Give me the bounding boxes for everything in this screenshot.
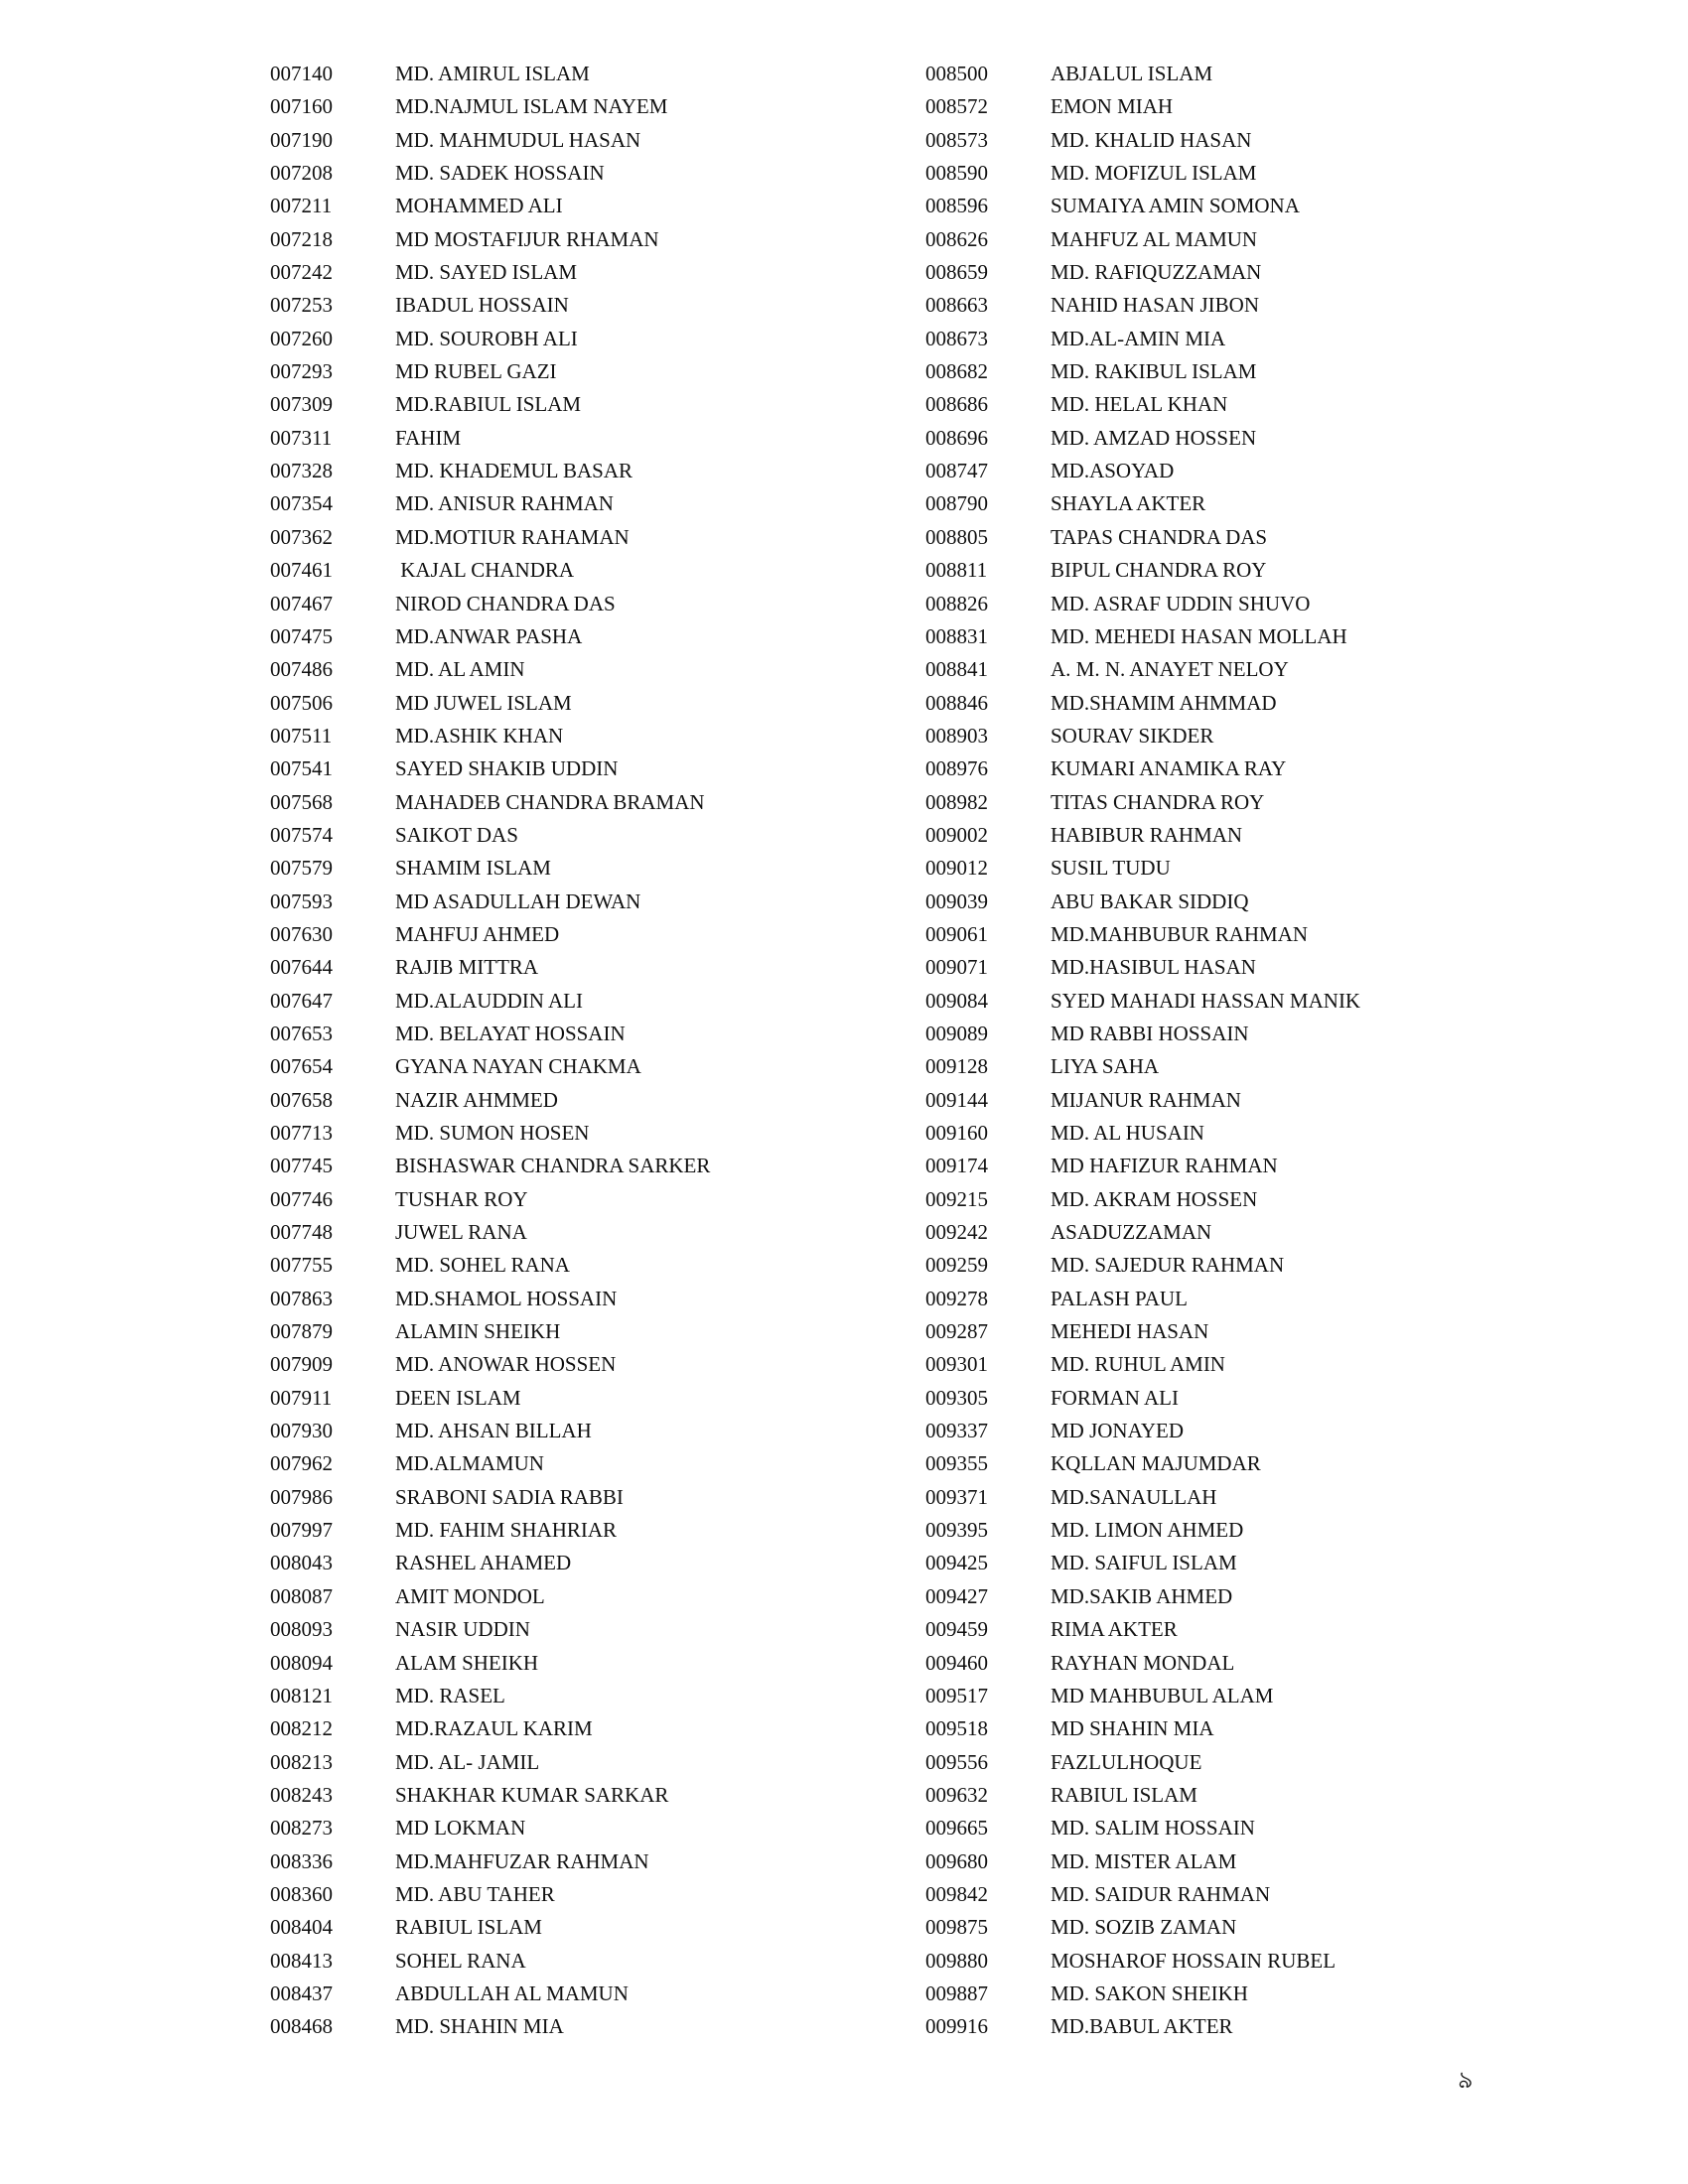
candidate-name: MIJANUR RAHMAN [1051, 1087, 1241, 1112]
roll-number: 008500 [925, 62, 988, 85]
roll-number: 008659 [925, 260, 988, 285]
candidate-name: FORMAN ALI [1051, 1385, 1179, 1410]
roll-number: 007568 [270, 789, 333, 814]
roll-number: 008572 [925, 94, 988, 119]
candidate-name: MD.SHAMIM AHMMAD [1051, 690, 1277, 715]
roll-number: 007755 [270, 1253, 333, 1278]
roll-number: 008903 [925, 723, 988, 748]
roll-number: 007644 [270, 955, 333, 980]
candidate-name: MD RUBEL GAZI [395, 359, 557, 384]
candidate-name: TITAS CHANDRA ROY [1051, 789, 1265, 814]
roll-number: 007211 [270, 194, 333, 218]
roll-number: 009259 [925, 1253, 988, 1278]
candidate-name: SOURAV SIKDER [1051, 723, 1214, 748]
roll-number: 007647 [270, 988, 333, 1013]
candidate-name: ABJALUL ISLAM [1051, 62, 1213, 85]
candidate-name: MD. RUHUL AMIN [1051, 1352, 1225, 1377]
roll-number: 009278 [925, 1286, 988, 1310]
roll-number: 007713 [270, 1121, 333, 1145]
roll-number: 007242 [270, 260, 333, 285]
roll-number: 008413 [270, 1948, 333, 1973]
roll-number: 007863 [270, 1286, 333, 1310]
candidate-name: MD. SOUROBH ALI [395, 326, 578, 350]
roll-number: 007253 [270, 293, 333, 318]
candidate-name: MD. RAKIBUL ISLAM [1051, 359, 1257, 384]
roll-number: 009887 [925, 1980, 988, 2005]
candidate-name: MD.ASHIK KHAN [395, 723, 564, 748]
roll-number: 008093 [270, 1617, 333, 1642]
roll-number: 007354 [270, 491, 333, 516]
candidate-name: MD. ABU TAHER [395, 1881, 555, 1906]
roll-number: 007658 [270, 1087, 333, 1112]
candidate-name: ASADUZZAMAN [1051, 1220, 1212, 1245]
roll-number: 007260 [270, 326, 333, 350]
candidate-name: PALASH PAUL [1051, 1286, 1188, 1310]
roll-number: 009160 [925, 1121, 988, 1145]
candidate-name: MD.MOTIUR RAHAMAN [395, 524, 630, 549]
candidate-name: MD JUWEL ISLAM [395, 690, 572, 715]
candidate-name: MD. MISTER ALAM [1051, 1848, 1237, 1873]
candidate-name: ABDULLAH AL MAMUN [395, 1980, 629, 2005]
roll-number: 008212 [270, 1716, 333, 1741]
roll-number: 007879 [270, 1319, 333, 1344]
candidate-name: RIMA AKTER [1051, 1617, 1178, 1642]
candidate-name: MD. ANOWAR HOSSEN [395, 1352, 617, 1377]
roll-number: 008360 [270, 1881, 333, 1906]
candidate-name: SUSIL TUDU [1051, 856, 1171, 881]
candidate-name: MD MOSTAFIJUR RHAMAN [395, 226, 659, 251]
candidate-name: MD. AL AMIN [395, 657, 525, 682]
roll-number: 009427 [925, 1583, 988, 1608]
candidate-name: A. M. N. ANAYET NELOY [1051, 657, 1289, 682]
roll-number: 007997 [270, 1518, 333, 1543]
candidate-name: JUWEL RANA [395, 1220, 527, 1245]
candidate-name: EMON MIAH [1051, 94, 1174, 119]
roll-number: 009012 [925, 856, 988, 881]
candidate-name: DEEN ISLAM [395, 1385, 521, 1410]
roll-number: 007160 [270, 94, 333, 119]
candidate-name: NASIR UDDIN [395, 1617, 530, 1642]
candidate-name: MD.SANAULLAH [1051, 1484, 1217, 1509]
roll-number: 009425 [925, 1551, 988, 1575]
roll-number: 008696 [925, 425, 988, 450]
roll-number: 009242 [925, 1220, 988, 1245]
roll-number: 009842 [925, 1881, 988, 1906]
roll-number: 009144 [925, 1087, 988, 1112]
candidate-name: MD.RABIUL ISLAM [395, 392, 582, 417]
roll-number: 007190 [270, 127, 333, 152]
candidate-name: MD. BELAYAT HOSSAIN [395, 1021, 626, 1045]
candidate-name: MD JONAYED [1051, 1419, 1184, 1443]
candidate-name: MD.ALMAMUN [395, 1451, 544, 1476]
candidate-name: SYED MAHADI HASSAN MANIK [1051, 988, 1361, 1013]
roll-number: 008811 [925, 558, 988, 583]
candidate-name: MD.AL-AMIN MIA [1051, 326, 1226, 350]
candidate-name: MD. LIMON AHMED [1051, 1518, 1244, 1543]
roll-number: 008087 [270, 1583, 333, 1608]
candidate-name: MD.BABUL AKTER [1051, 2014, 1233, 2039]
roll-number: 007475 [270, 623, 333, 648]
roll-number: 009665 [925, 1816, 988, 1841]
roll-number: 008976 [925, 756, 988, 781]
candidate-name: MD.ALAUDDIN ALI [395, 988, 583, 1013]
roll-number: 009355 [925, 1451, 988, 1476]
candidate-name: MD.RAZAUL KARIM [395, 1716, 593, 1741]
candidate-name: RABIUL ISLAM [1051, 1782, 1197, 1807]
candidate-name: MD. SOZIB ZAMAN [1051, 1915, 1237, 1940]
candidate-name: AMIT MONDOL [395, 1583, 545, 1608]
roll-number: 009002 [925, 822, 988, 847]
roll-number: 007311 [270, 425, 333, 450]
candidate-name: RAYHAN MONDAL [1051, 1650, 1235, 1675]
roll-number: 007574 [270, 822, 333, 847]
roll-number: 007593 [270, 888, 333, 913]
candidate-name: MD. MOFIZUL ISLAM [1051, 161, 1257, 186]
candidate-name: FAZLULHOQUE [1051, 1749, 1202, 1774]
roll-number: 007911 [270, 1385, 333, 1410]
candidate-name: MEHEDI HASAN [1051, 1319, 1209, 1344]
candidate-name: IBADUL HOSSAIN [395, 293, 569, 318]
candidate-name: MAHFUZ AL MAMUN [1051, 226, 1258, 251]
candidate-name: SHAKHAR KUMAR SARKAR [395, 1782, 669, 1807]
roll-number: 007328 [270, 459, 333, 483]
candidate-name: SAYED SHAKIB UDDIN [395, 756, 619, 781]
roll-number: 007293 [270, 359, 333, 384]
roll-number: 009371 [925, 1484, 988, 1509]
candidate-name: MD.MAHBUBUR RAHMAN [1051, 921, 1309, 946]
roll-number: 008982 [925, 789, 988, 814]
candidate-name: MD. RASEL [395, 1683, 505, 1707]
candidate-name: MD. SAJEDUR RAHMAN [1051, 1253, 1285, 1278]
roll-number: 009556 [925, 1749, 988, 1774]
roll-number: 009680 [925, 1848, 988, 1873]
candidate-name: MD. ANISUR RAHMAN [395, 491, 614, 516]
roll-number: 009084 [925, 988, 988, 1013]
candidate-name: MD.ANWAR PASHA [395, 623, 583, 648]
candidate-name: MOSHAROF HOSSAIN RUBEL [1051, 1948, 1336, 1973]
roll-number: 008747 [925, 459, 988, 483]
candidate-name: MD. MAHMUDUL HASAN [395, 127, 641, 152]
candidate-name: MD. AMIRUL ISLAM [395, 62, 590, 85]
candidate-name: MD.SHAMOL HOSSAIN [395, 1286, 618, 1310]
roll-number: 009301 [925, 1352, 988, 1377]
roll-number: 008826 [925, 591, 988, 615]
candidate-name: MD. SAYED ISLAM [395, 260, 578, 285]
roll-number: 007511 [270, 723, 333, 748]
roll-number: 009518 [925, 1716, 988, 1741]
candidate-name: MD. ASRAF UDDIN SHUVO [1051, 591, 1311, 615]
roll-number: 008686 [925, 392, 988, 417]
candidate-name: NAHID HASAN JIBON [1051, 293, 1259, 318]
candidate-name: MD. FAHIM SHAHRIAR [395, 1518, 618, 1543]
roll-number: 007653 [270, 1021, 333, 1045]
roll-number: 008094 [270, 1650, 333, 1675]
roll-number: 009395 [925, 1518, 988, 1543]
candidate-name: MD.ASOYAD [1051, 459, 1175, 483]
roll-number: 007208 [270, 161, 333, 186]
candidate-name: LIYA SAHA [1051, 1054, 1160, 1079]
roll-number: 007309 [270, 392, 333, 417]
roll-number: 007746 [270, 1186, 333, 1211]
roll-number: 008790 [925, 491, 988, 516]
roll-number: 008626 [925, 226, 988, 251]
roll-number: 008468 [270, 2014, 333, 2039]
roll-number: 009460 [925, 1650, 988, 1675]
roll-number: 009459 [925, 1617, 988, 1642]
roll-number: 007909 [270, 1352, 333, 1377]
candidate-name: MAHFUJ AHMED [395, 921, 560, 946]
roll-number: 007461 [270, 558, 333, 583]
roll-number: 008596 [925, 194, 988, 218]
candidate-name: MD. SOHEL RANA [395, 1253, 570, 1278]
roll-number: 007541 [270, 756, 333, 781]
candidate-name: TUSHAR ROY [395, 1186, 528, 1211]
candidate-name: RABIUL ISLAM [395, 1915, 542, 1940]
roll-number: 008243 [270, 1782, 333, 1807]
roll-number: 007930 [270, 1419, 333, 1443]
candidate-name: MD. AMZAD HOSSEN [1051, 425, 1257, 450]
roll-number: 009337 [925, 1419, 988, 1443]
candidate-name: SRABONI SADIA RABBI [395, 1484, 624, 1509]
roll-number: 009875 [925, 1915, 988, 1940]
candidate-name: HABIBUR RAHMAN [1051, 822, 1243, 847]
candidate-name: SHAMIM ISLAM [395, 856, 551, 881]
candidate-name: NIROD CHANDRA DAS [395, 591, 616, 615]
candidate-name: KQLLAN MAJUMDAR [1051, 1451, 1261, 1476]
candidate-name: MD. SADEK HOSSAIN [395, 161, 605, 186]
candidate-name: SUMAIYA AMIN SOMONA [1051, 194, 1300, 218]
roll-number: 007506 [270, 690, 333, 715]
roll-number: 009916 [925, 2014, 988, 2039]
candidate-name: GYANA NAYAN CHAKMA [395, 1054, 641, 1079]
candidate-name: FAHIM [395, 425, 462, 450]
roll-number: 008336 [270, 1848, 333, 1873]
roll-number: 009039 [925, 888, 988, 913]
candidate-name: BISHASWAR CHANDRA SARKER [395, 1154, 711, 1178]
roll-number: 008663 [925, 293, 988, 318]
roll-number: 009880 [925, 1948, 988, 1973]
roll-number: 009128 [925, 1054, 988, 1079]
candidate-name: MD. RAFIQUZZAMAN [1051, 260, 1262, 285]
candidate-name: MD MAHBUBUL ALAM [1051, 1683, 1274, 1707]
roll-number: 008404 [270, 1915, 333, 1940]
candidate-name: NAZIR AHMMED [395, 1087, 558, 1112]
candidate-name: KAJAL CHANDRA [395, 558, 575, 583]
candidate-name: MD. AHSAN BILLAH [395, 1419, 592, 1443]
candidate-name: MD.SAKIB AHMED [1051, 1583, 1233, 1608]
candidate-name: MD. KHALID HASAN [1051, 127, 1252, 152]
candidate-name: MD. AL- JAMIL [395, 1749, 540, 1774]
candidate-name: MD. AKRAM HOSSEN [1051, 1186, 1258, 1211]
roll-number: 009061 [925, 921, 988, 946]
roll-number: 007630 [270, 921, 333, 946]
candidate-name: MD HAFIZUR RAHMAN [1051, 1154, 1278, 1178]
roll-number: 008273 [270, 1816, 333, 1841]
roll-number: 008213 [270, 1749, 333, 1774]
roll-number: 007745 [270, 1154, 333, 1178]
candidate-name: MD. SHAHIN MIA [395, 2014, 564, 2039]
candidate-name: SHAYLA AKTER [1051, 491, 1206, 516]
candidate-name: MD. SAIDUR RAHMAN [1051, 1881, 1271, 1906]
candidate-name: MD.HASIBUL HASAN [1051, 955, 1256, 980]
roll-number: 009071 [925, 955, 988, 980]
candidate-name: MD. AL HUSAIN [1051, 1121, 1204, 1145]
candidate-name: MD ASADULLAH DEWAN [395, 888, 641, 913]
candidate-name: MD.MAHFUZAR RAHMAN [395, 1848, 649, 1873]
candidate-name: TAPAS CHANDRA DAS [1051, 524, 1268, 549]
candidate-name: MD LOKMAN [395, 1816, 526, 1841]
roll-number: 008573 [925, 127, 988, 152]
roll-number: 007486 [270, 657, 333, 682]
candidate-name: MD.NAJMUL ISLAM NAYEM [395, 94, 668, 119]
candidate-name: MD. MEHEDI HASAN MOLLAH [1051, 623, 1347, 648]
roll-number: 008846 [925, 690, 988, 715]
roll-number: 007218 [270, 226, 333, 251]
roll-number: 007579 [270, 856, 333, 881]
candidate-name: MOHAMMED ALI [395, 194, 563, 218]
roll-number: 008590 [925, 161, 988, 186]
page-number: ৯ [1458, 2066, 1474, 2094]
roll-number: 007362 [270, 524, 333, 549]
candidate-name: MAHADEB CHANDRA BRAMAN [395, 789, 705, 814]
roll-number: 009089 [925, 1021, 988, 1045]
candidate-name: ALAMIN SHEIKH [395, 1319, 561, 1344]
roll-number: 009632 [925, 1782, 988, 1807]
roll-number: 008805 [925, 524, 988, 549]
roll-number: 007986 [270, 1484, 333, 1509]
candidate-name: SOHEL RANA [395, 1948, 526, 1973]
candidate-name: MD. HELAL KHAN [1051, 392, 1228, 417]
roll-number: 007140 [270, 62, 333, 85]
roll-number: 007962 [270, 1451, 333, 1476]
candidate-name: BIPUL CHANDRA ROY [1051, 558, 1267, 583]
roll-number: 008121 [270, 1683, 333, 1707]
roll-number: 008831 [925, 623, 988, 648]
candidate-name: KUMARI ANAMIKA RAY [1051, 756, 1287, 781]
candidate-name: RASHEL AHAMED [395, 1551, 572, 1575]
candidate-name: SAIKOT DAS [395, 822, 518, 847]
candidate-name: MD. KHADEMUL BASAR [395, 459, 633, 483]
candidate-name: RAJIB MITTRA [395, 955, 539, 980]
roll-number: 008043 [270, 1551, 333, 1575]
roll-number: 008841 [925, 657, 988, 682]
candidate-name: MD. SALIM HOSSAIN [1051, 1816, 1255, 1841]
roll-number: 008437 [270, 1980, 333, 2005]
roll-number: 009215 [925, 1186, 988, 1211]
candidate-name: MD SHAHIN MIA [1051, 1716, 1214, 1741]
candidate-name: MD. SAKON SHEIKH [1051, 1980, 1248, 2005]
candidate-name: MD. SAIFUL ISLAM [1051, 1551, 1237, 1575]
candidate-name: MD RABBI HOSSAIN [1051, 1021, 1249, 1045]
roll-number: 007654 [270, 1054, 333, 1079]
roll-number: 007467 [270, 591, 333, 615]
candidate-name: MD. SUMON HOSEN [395, 1121, 590, 1145]
roll-number: 008673 [925, 326, 988, 350]
roll-number: 009517 [925, 1683, 988, 1707]
roll-number: 009287 [925, 1319, 988, 1344]
roll-number: 007748 [270, 1220, 333, 1245]
roll-number: 009305 [925, 1385, 988, 1410]
roll-number: 009174 [925, 1154, 988, 1178]
candidate-name: ABU BAKAR SIDDIQ [1051, 888, 1249, 913]
roll-number: 008682 [925, 359, 988, 384]
candidate-name: ALAM SHEIKH [395, 1650, 539, 1675]
